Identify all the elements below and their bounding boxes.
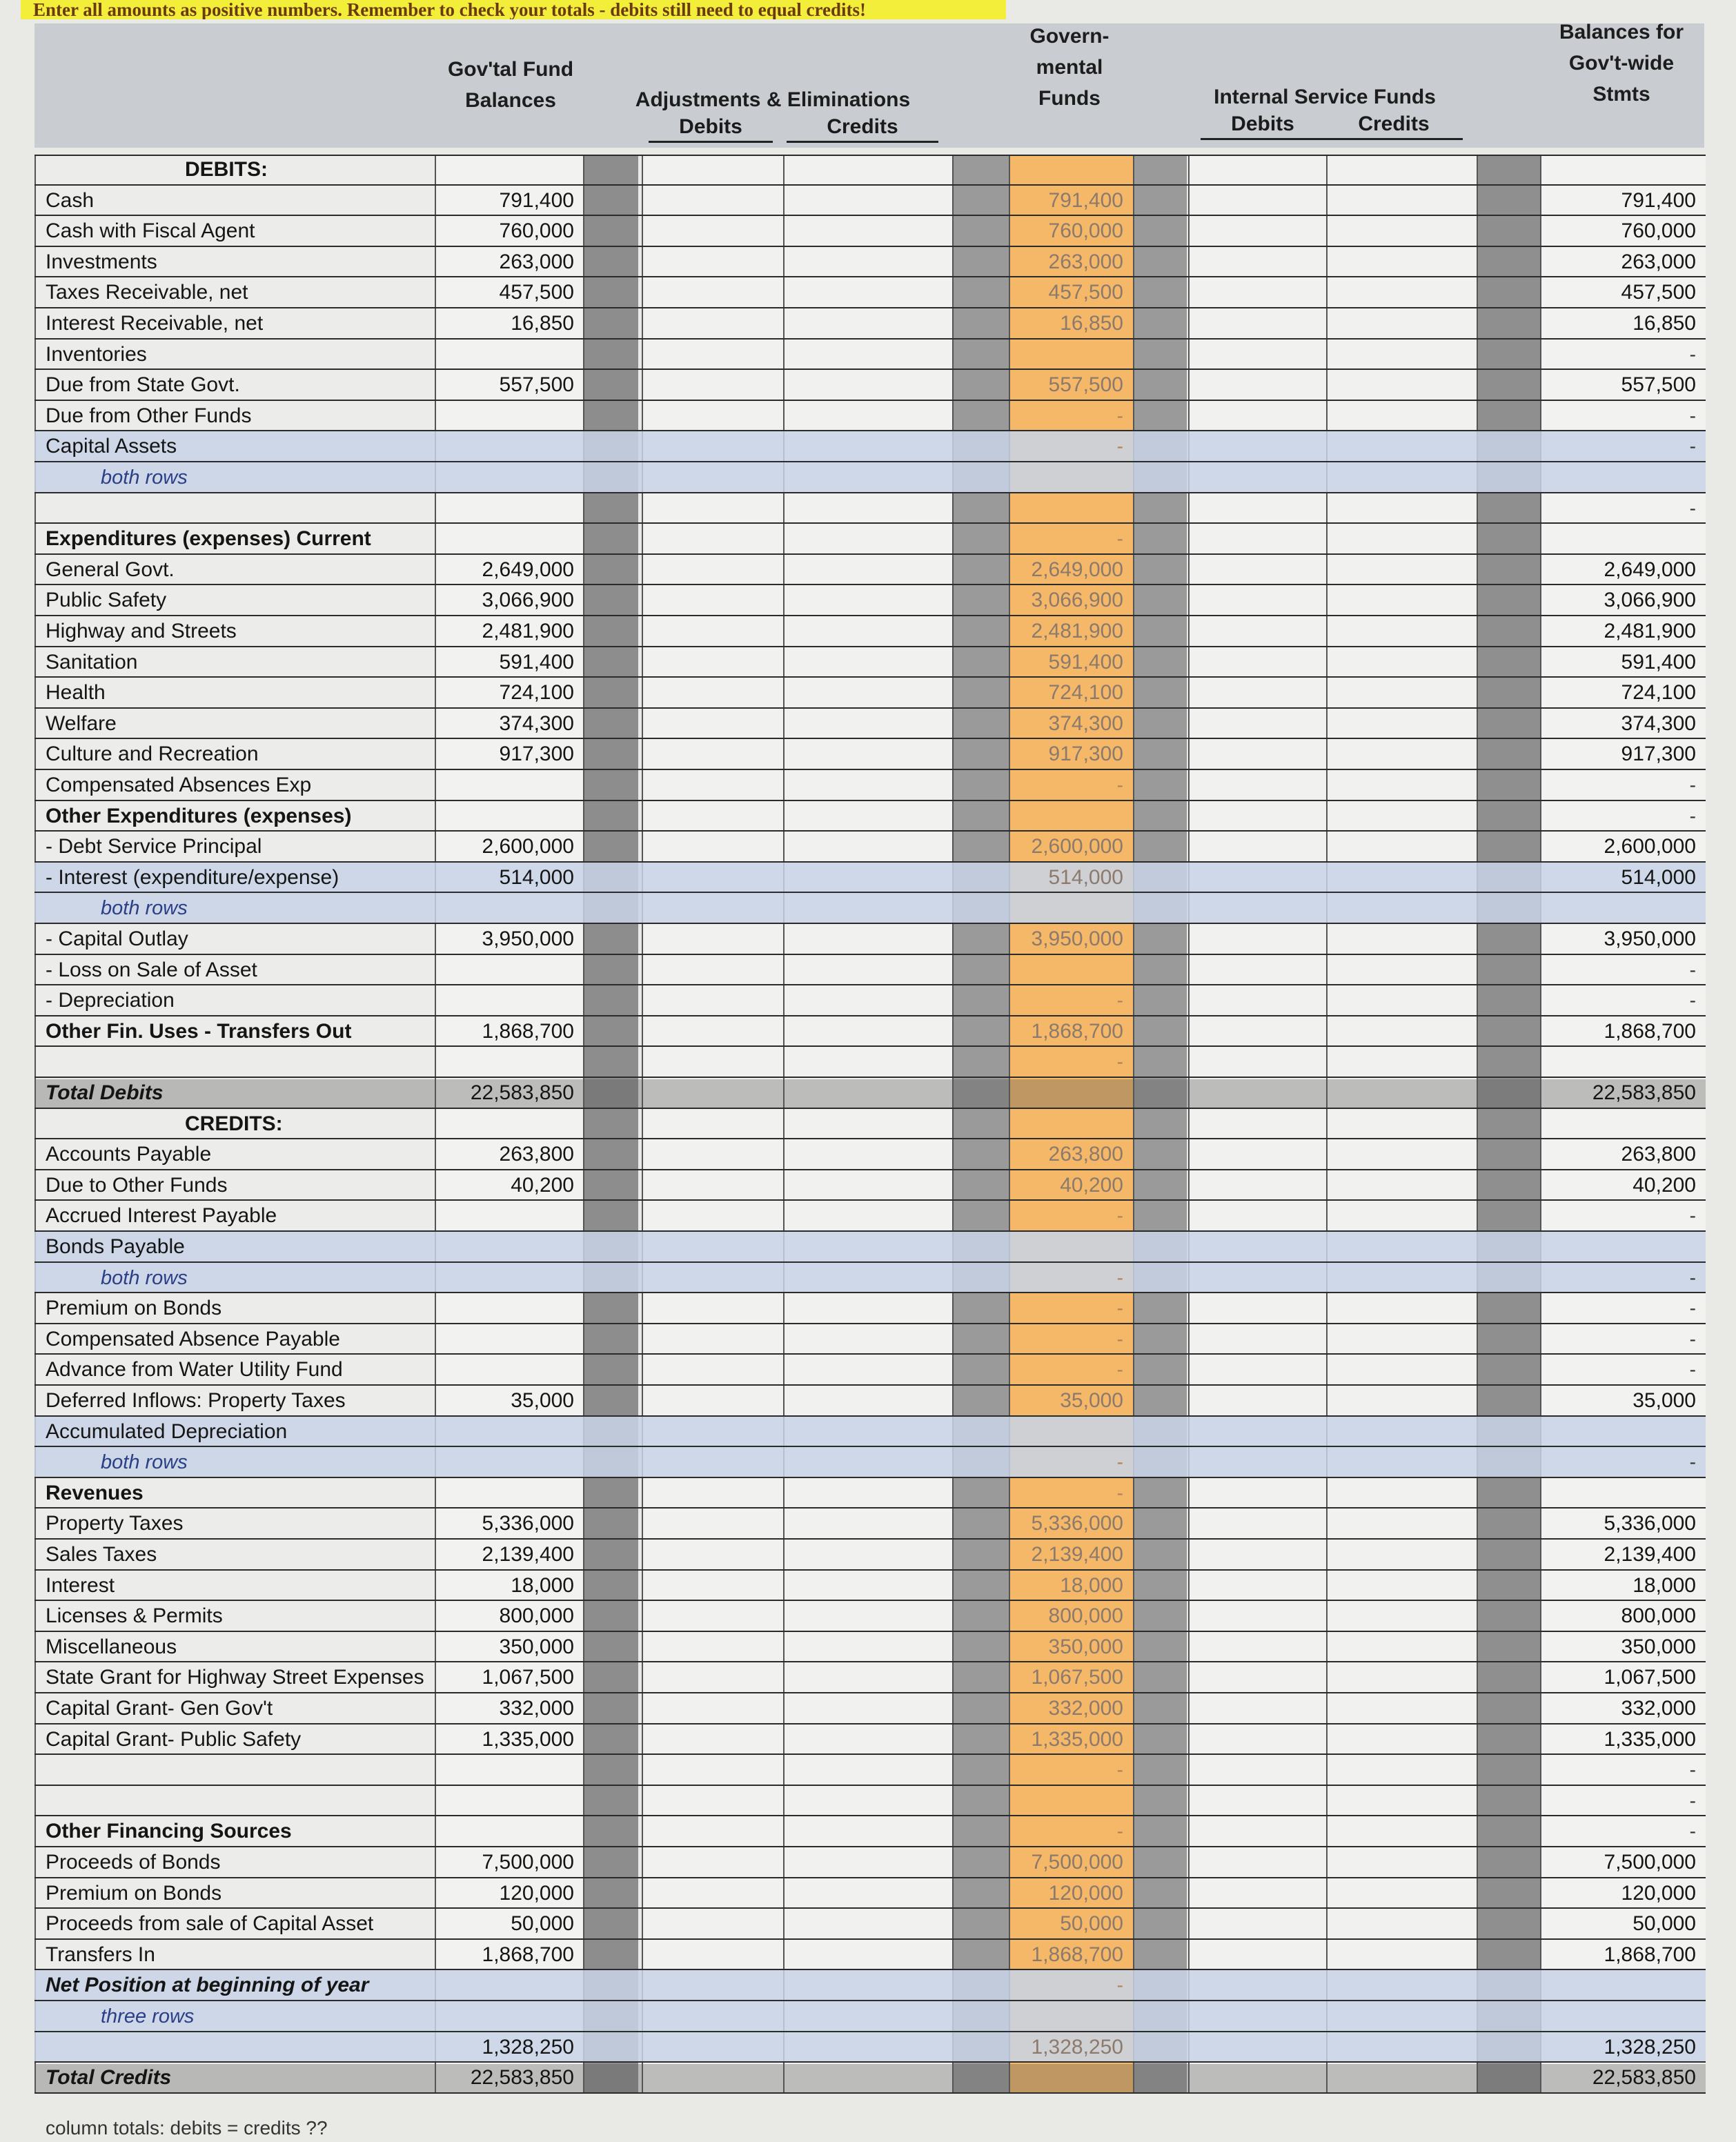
row-label: Premium on Bonds — [46, 1297, 222, 1320]
governmental-funds-value[interactable]: 1,868,700 — [1031, 1019, 1123, 1043]
row-label: Due from State Govt. — [46, 373, 240, 397]
govt-wide-balance[interactable]: 591,400 — [1621, 650, 1696, 674]
governmental-funds-value[interactable]: 35,000 — [1060, 1389, 1123, 1412]
row-label: Other Expenditures (expenses) — [46, 804, 352, 827]
governmental-funds-value[interactable]: 50,000 — [1060, 1912, 1123, 1936]
govtal-fund-balance[interactable]: 591,400 — [499, 650, 574, 674]
row-divider — [34, 184, 1706, 186]
row-divider — [34, 1631, 1706, 1632]
govt-wide-balance[interactable]: 2,139,400 — [1604, 1543, 1696, 1566]
row-label: Inventories — [46, 342, 147, 366]
govtal-fund-balance[interactable]: 332,000 — [499, 1697, 574, 1720]
govtal-fund-balance[interactable]: 16,850 — [511, 312, 574, 335]
highlight-band — [34, 431, 1706, 462]
row-label: Premium on Bonds — [46, 1881, 222, 1905]
govt-wide-balance[interactable]: 120,000 — [1621, 1881, 1696, 1905]
govtal-fund-balance[interactable]: 263,000 — [499, 250, 574, 273]
govt-wide-balance[interactable]: - — [1689, 1297, 1696, 1319]
row-divider — [34, 707, 1706, 709]
row-label: both rows — [101, 1266, 188, 1289]
governmental-funds-value[interactable]: - — [1116, 435, 1123, 458]
govtal-fund-balance[interactable]: 263,800 — [499, 1143, 574, 1166]
header-isf-debits: Debits — [1201, 110, 1325, 140]
total-row-band — [34, 2064, 1706, 2092]
row-label: Deferred Inflows: Property Taxes — [46, 1389, 346, 1412]
govt-wide-balance[interactable]: 791,400 — [1621, 188, 1696, 212]
govtal-fund-balance[interactable]: 18,000 — [511, 1573, 574, 1597]
governmental-funds-value[interactable]: - — [1116, 1759, 1123, 1781]
govt-wide-balance[interactable]: 350,000 — [1621, 1635, 1696, 1658]
row-divider — [34, 1785, 1706, 1786]
row-divider — [34, 1169, 1706, 1170]
govt-wide-balance[interactable]: 263,000 — [1621, 250, 1696, 273]
governmental-funds-value[interactable]: 263,000 — [1048, 250, 1123, 273]
govt-wide-balance[interactable]: 800,000 — [1621, 1604, 1696, 1628]
governmental-funds-value[interactable]: - — [1116, 1205, 1123, 1227]
row-label: both rows — [101, 897, 188, 920]
govtal-fund-balance[interactable]: 1,868,700 — [482, 1943, 574, 1966]
highlight-band — [34, 1263, 1706, 1294]
governmental-funds-value[interactable]: - — [1116, 1051, 1123, 1073]
row-label: - Debt Service Principal — [46, 835, 262, 858]
row-label: Welfare — [46, 711, 117, 735]
govt-wide-balance[interactable]: 22,583,850 — [1592, 1081, 1696, 1104]
govtal-fund-balance[interactable]: 1,868,700 — [482, 1019, 574, 1043]
highlight-band — [34, 2032, 1706, 2063]
row-label: Health — [46, 681, 106, 705]
governmental-funds-value[interactable]: 591,400 — [1048, 650, 1123, 674]
governmental-funds-value[interactable]: 16,850 — [1060, 312, 1123, 335]
row-divider — [34, 1538, 1706, 1540]
row-label: Taxes Receivable, net — [46, 281, 248, 304]
governmental-funds-value[interactable]: 40,200 — [1060, 1173, 1123, 1197]
header-govtal-fund — [428, 54, 593, 116]
row-label: Total Debits — [46, 1081, 164, 1104]
governmental-funds-value[interactable]: 2,600,000 — [1031, 835, 1123, 858]
govtal-fund-balance[interactable]: 3,066,900 — [482, 589, 574, 612]
govtal-fund-balance[interactable]: 724,100 — [499, 681, 574, 705]
row-label: Other Financing Sources — [46, 1820, 292, 1843]
row-label: Miscellaneous — [46, 1635, 177, 1658]
row-divider — [34, 2061, 1706, 2063]
governmental-funds-value[interactable]: - — [1116, 1451, 1123, 1473]
row-divider — [34, 338, 1706, 340]
govt-wide-balance[interactable]: 1,335,000 — [1604, 1727, 1696, 1751]
govt-wide-balance[interactable]: - — [1689, 805, 1696, 827]
govt-wide-balance[interactable]: 263,800 — [1621, 1143, 1696, 1166]
governmental-funds-value[interactable]: 760,000 — [1048, 219, 1123, 243]
governmental-funds-value[interactable]: 791,400 — [1048, 188, 1123, 212]
row-label: Capital Grant- Public Safety — [46, 1727, 302, 1751]
govtal-fund-balance[interactable]: 800,000 — [499, 1604, 574, 1628]
header-internal-service: Internal Service Funds — [1214, 86, 1436, 108]
govt-wide-balance[interactable]: 3,950,000 — [1604, 927, 1696, 950]
row-label: Accumulated Depreciation — [46, 1419, 288, 1443]
header-wide-line2: Gov't-wide — [1568, 52, 1675, 75]
govt-wide-balance[interactable]: - — [1689, 1359, 1696, 1381]
govt-wide-balance[interactable]: 7,500,000 — [1604, 1851, 1696, 1874]
governmental-funds-value[interactable]: 514,000 — [1048, 865, 1123, 889]
govt-wide-balance[interactable]: 40,200 — [1633, 1173, 1696, 1197]
governmental-funds-value[interactable]: - — [1116, 1482, 1123, 1504]
govt-wide-balance[interactable]: 457,500 — [1621, 281, 1696, 304]
row-label: Due to Other Funds — [46, 1173, 228, 1197]
row-label: - Depreciation — [46, 989, 175, 1012]
govt-wide-balance[interactable]: - — [1689, 1820, 1696, 1843]
governmental-funds-value[interactable]: 374,300 — [1048, 711, 1123, 735]
govtal-fund-balance[interactable]: 917,300 — [499, 743, 574, 766]
row-label: Culture and Recreation — [46, 743, 259, 766]
row-label: both rows — [101, 1451, 188, 1474]
governmental-funds-value[interactable]: 1,067,500 — [1031, 1666, 1123, 1689]
govt-wide-balance[interactable]: 332,000 — [1621, 1697, 1696, 1720]
governmental-funds-value[interactable]: - — [1116, 404, 1123, 426]
row-divider — [34, 615, 1706, 616]
govt-wide-balance[interactable]: 557,500 — [1621, 373, 1696, 397]
governmental-funds-value[interactable]: - — [1116, 1974, 1123, 1996]
govt-wide-balance[interactable]: - — [1689, 774, 1696, 796]
govt-wide-balance[interactable]: 3,066,900 — [1604, 589, 1696, 612]
row-divider — [34, 1138, 1706, 1139]
governmental-funds-value[interactable]: 18,000 — [1060, 1573, 1123, 1597]
governmental-funds-value[interactable]: - — [1116, 1297, 1123, 1319]
row-label: Cash with Fiscal Agent — [46, 219, 255, 243]
govt-wide-balance[interactable]: 16,850 — [1633, 312, 1696, 335]
govt-wide-balance[interactable]: - — [1689, 435, 1696, 458]
govt-wide-balance[interactable]: 724,100 — [1621, 681, 1696, 705]
governmental-funds-value[interactable]: 2,481,900 — [1031, 620, 1123, 642]
govtal-fund-balance[interactable]: 791,400 — [499, 188, 574, 212]
header-adjustments: Adjustments & Eliminations — [635, 88, 911, 111]
header-wide-line1: Balances for — [1559, 21, 1684, 43]
row-label: General Govt. — [46, 558, 175, 581]
govt-wide-balance[interactable]: 50,000 — [1633, 1912, 1696, 1936]
governmental-funds-value[interactable]: 3,950,000 — [1031, 927, 1123, 950]
row-label: Proceeds of Bonds — [46, 1851, 221, 1874]
govtal-fund-balance[interactable]: 120,000 — [499, 1881, 574, 1905]
row-label: Capital Assets — [46, 435, 177, 458]
govt-wide-balance[interactable]: - — [1689, 1759, 1696, 1781]
row-label: DEBITS: — [185, 158, 268, 181]
row-label: CREDITS: — [185, 1112, 283, 1135]
govtal-fund-balance[interactable]: 557,500 — [499, 373, 574, 397]
govt-wide-balance[interactable]: - — [1689, 1328, 1696, 1350]
govt-wide-balance[interactable]: 35,000 — [1633, 1389, 1696, 1412]
governmental-funds-value[interactable]: 917,300 — [1048, 743, 1123, 766]
govtal-fund-balance[interactable]: 7,500,000 — [482, 1851, 574, 1874]
govtal-fund-balance[interactable]: 2,139,400 — [482, 1543, 574, 1566]
govt-wide-balance[interactable]: 1,328,250 — [1604, 2035, 1696, 2059]
row-label: Public Safety — [46, 589, 167, 612]
row-divider — [34, 1600, 1706, 1601]
row-label: Total Credits — [46, 2066, 172, 2090]
row-divider — [34, 2092, 1706, 2094]
row-divider — [34, 1569, 1706, 1571]
row-label: - Interest (expenditure/expense) — [46, 865, 339, 889]
govt-wide-balance[interactable]: - — [1689, 404, 1696, 426]
govt-wide-balance[interactable]: - — [1689, 497, 1696, 519]
row-label: Advance from Water Utility Fund — [46, 1358, 343, 1382]
governmental-funds-value[interactable]: - — [1116, 528, 1123, 550]
governmental-funds-value[interactable]: 5,336,000 — [1031, 1512, 1123, 1535]
row-divider — [34, 738, 1706, 739]
governmental-funds-value[interactable]: - — [1116, 1266, 1123, 1288]
row-divider — [34, 1108, 1706, 1109]
govt-wide-balance[interactable]: - — [1689, 959, 1696, 981]
header-gov-line1: Govern- — [1029, 25, 1109, 48]
govt-wide-balance[interactable]: 1,067,500 — [1604, 1666, 1696, 1689]
row-label: Property Taxes — [46, 1512, 184, 1535]
governmental-funds-value[interactable]: 2,649,000 — [1031, 558, 1123, 581]
highlight-band — [34, 1232, 1706, 1263]
govt-wide-balance[interactable]: - — [1689, 1789, 1696, 1811]
row-divider — [34, 400, 1706, 401]
governmental-funds-value[interactable]: 263,800 — [1048, 1143, 1123, 1166]
row-label: Investments — [46, 250, 157, 273]
govt-wide-balance[interactable]: 18,000 — [1633, 1573, 1696, 1597]
header-govtal-fund-line2: Balances — [465, 89, 556, 112]
header-balances-govt-wide — [1546, 17, 1697, 110]
govt-wide-balance[interactable]: 1,868,700 — [1604, 1019, 1696, 1043]
governmental-funds-value[interactable]: - — [1116, 990, 1123, 1012]
governmental-funds-value[interactable]: 457,500 — [1048, 281, 1123, 304]
grid-top-border — [34, 155, 1706, 156]
header-govtal-fund-line1: Gov'tal Fund — [447, 58, 574, 81]
governmental-funds-value[interactable]: - — [1116, 1820, 1123, 1843]
governmental-funds-value[interactable]: 2,139,400 — [1031, 1543, 1123, 1566]
governmental-funds-value[interactable]: 120,000 — [1048, 1881, 1123, 1905]
govtal-fund-balance[interactable]: 2,600,000 — [482, 835, 574, 858]
row-label: Bonds Payable — [46, 1235, 185, 1258]
govt-wide-balance[interactable]: 5,336,000 — [1604, 1512, 1696, 1535]
header-wide-line3: Stmts — [1592, 83, 1650, 106]
govtal-fund-balance[interactable]: 457,500 — [499, 281, 574, 304]
governmental-funds-value[interactable]: 800,000 — [1048, 1604, 1123, 1628]
row-label: State Grant for Highway Street Expenses — [46, 1666, 424, 1689]
footer-note: column totals: debits = credits ?? — [46, 2117, 328, 2139]
govtal-fund-balance[interactable]: 5,336,000 — [482, 1512, 574, 1535]
governmental-funds-value[interactable]: 1,868,700 — [1031, 1943, 1123, 1966]
govtal-fund-balance[interactable]: 760,000 — [499, 219, 574, 243]
row-label: Proceeds from sale of Capital Asset — [46, 1912, 374, 1936]
row-label: three rows — [101, 2005, 195, 2027]
govtal-fund-balance[interactable]: 22,583,850 — [470, 2066, 574, 2090]
row-divider — [34, 492, 1706, 493]
row-label: both rows — [101, 466, 188, 489]
govtal-fund-balance[interactable]: 40,200 — [511, 1173, 574, 1197]
row-label: Expenditures (expenses) Current — [46, 527, 371, 551]
govtal-fund-balance[interactable]: 35,000 — [511, 1389, 574, 1412]
govt-wide-balance[interactable]: - — [1689, 343, 1696, 365]
governmental-funds-value[interactable]: - — [1116, 774, 1123, 796]
govtal-fund-balance[interactable]: 50,000 — [511, 1912, 574, 1936]
row-divider — [34, 246, 1706, 247]
row-divider — [34, 676, 1706, 678]
instruction-banner: Enter all amounts as positive numbers. Remember to check your totals - debits still need to equal credits! — [21, 0, 1006, 19]
govtal-fund-balance[interactable]: 1,328,250 — [482, 2035, 574, 2059]
governmental-funds-value[interactable]: 1,328,250 — [1031, 2035, 1123, 2059]
row-label: Accrued Interest Payable — [46, 1204, 277, 1228]
govt-wide-balance[interactable]: 374,300 — [1621, 711, 1696, 735]
row-label: Accounts Payable — [46, 1143, 212, 1166]
govt-wide-balance[interactable]: 2,649,000 — [1604, 558, 1696, 581]
header-isf-credits: Credits — [1325, 110, 1463, 140]
highlight-band — [34, 2001, 1706, 2032]
governmental-funds-value[interactable]: 557,500 — [1048, 373, 1123, 397]
row-divider — [34, 276, 1706, 277]
govt-wide-balance[interactable]: - — [1689, 1205, 1696, 1227]
row-divider — [34, 215, 1706, 216]
row-label: Other Fin. Uses - Transfers Out — [46, 1019, 352, 1043]
govt-wide-balance[interactable]: 22,583,850 — [1592, 2066, 1696, 2090]
row-label: Licenses & Permits — [46, 1604, 223, 1628]
govt-wide-balance[interactable]: 514,000 — [1621, 865, 1696, 889]
row-divider — [34, 1507, 1706, 1509]
highlight-band — [34, 893, 1706, 924]
row-label: Cash — [46, 188, 95, 212]
govtal-fund-balance[interactable]: 3,950,000 — [482, 927, 574, 950]
row-label: Interest Receivable, net — [46, 312, 264, 335]
header-gov-line3: Funds — [1038, 87, 1101, 110]
governmental-funds-value[interactable]: 1,335,000 — [1031, 1727, 1123, 1751]
row-divider — [34, 646, 1706, 647]
govtal-fund-balance[interactable]: 350,000 — [499, 1635, 574, 1658]
govtal-fund-balance[interactable]: 1,067,500 — [482, 1666, 574, 1689]
row-divider — [34, 1877, 1706, 1878]
govtal-fund-balance[interactable]: 1,335,000 — [482, 1727, 574, 1751]
row-label: - Loss on Sale of Asset — [46, 958, 257, 981]
total-row-band — [34, 1079, 1706, 1108]
govt-wide-balance[interactable]: 760,000 — [1621, 219, 1696, 243]
highlight-band — [34, 1447, 1706, 1478]
govtal-fund-balance[interactable]: 514,000 — [499, 865, 574, 889]
row-divider — [34, 584, 1706, 585]
governmental-funds-value[interactable]: 3,066,900 — [1031, 589, 1123, 612]
row-divider — [34, 1477, 1706, 1478]
row-label: - Capital Outlay — [46, 927, 188, 950]
row-divider — [34, 1077, 1706, 1078]
governmental-funds-value[interactable]: - — [1116, 1328, 1123, 1350]
govtal-fund-balance[interactable]: 2,649,000 — [482, 558, 574, 581]
govtal-fund-balance[interactable]: 2,481,900 — [482, 620, 574, 642]
row-label: Revenues — [46, 1481, 144, 1504]
govt-wide-balance[interactable]: 917,300 — [1621, 743, 1696, 766]
header-governmental-funds — [1000, 21, 1138, 114]
govt-wide-balance[interactable]: 2,600,000 — [1604, 835, 1696, 858]
row-divider — [34, 984, 1706, 985]
govt-wide-balance[interactable]: 1,868,700 — [1604, 1943, 1696, 1966]
govt-wide-balance[interactable]: - — [1689, 1266, 1696, 1288]
highlight-band — [34, 462, 1706, 493]
row-label: Sanitation — [46, 650, 138, 674]
row-label: Due from Other Funds — [46, 404, 252, 427]
row-divider — [34, 1199, 1706, 1201]
govt-wide-balance[interactable]: 2,481,900 — [1604, 620, 1696, 642]
row-divider — [34, 1292, 1706, 1293]
header-adj-debits: Debits — [649, 113, 773, 143]
govt-wide-balance[interactable]: - — [1689, 990, 1696, 1012]
governmental-funds-value[interactable]: 332,000 — [1048, 1697, 1123, 1720]
header-adj-credits: Credits — [787, 113, 938, 143]
row-label: Transfers In — [46, 1943, 155, 1966]
governmental-funds-value[interactable]: - — [1116, 1359, 1123, 1381]
row-label: Sales Taxes — [46, 1543, 157, 1566]
row-divider — [34, 954, 1706, 955]
row-label: Compensated Absence Payable — [46, 1327, 340, 1350]
row-divider — [34, 307, 1706, 308]
row-label: Compensated Absences Exp — [46, 774, 312, 796]
header-gov-line2: mental — [1036, 56, 1103, 79]
row-label: Net Position at beginning of year — [46, 1974, 369, 1997]
row-divider — [34, 923, 1706, 924]
row-label: Highway and Streets — [46, 620, 237, 642]
row-label: Capital Grant- Gen Gov't — [46, 1697, 273, 1720]
governmental-funds-value[interactable]: 350,000 — [1048, 1635, 1123, 1658]
governmental-funds-value[interactable]: 7,500,000 — [1031, 1851, 1123, 1874]
governmental-funds-value[interactable]: 724,100 — [1048, 681, 1123, 705]
row-label: Interest — [46, 1573, 115, 1597]
row-divider — [34, 369, 1706, 370]
govt-wide-balance[interactable]: - — [1689, 1451, 1696, 1473]
govtal-fund-balance[interactable]: 374,300 — [499, 711, 574, 735]
govtal-fund-balance[interactable]: 22,583,850 — [470, 1081, 574, 1104]
